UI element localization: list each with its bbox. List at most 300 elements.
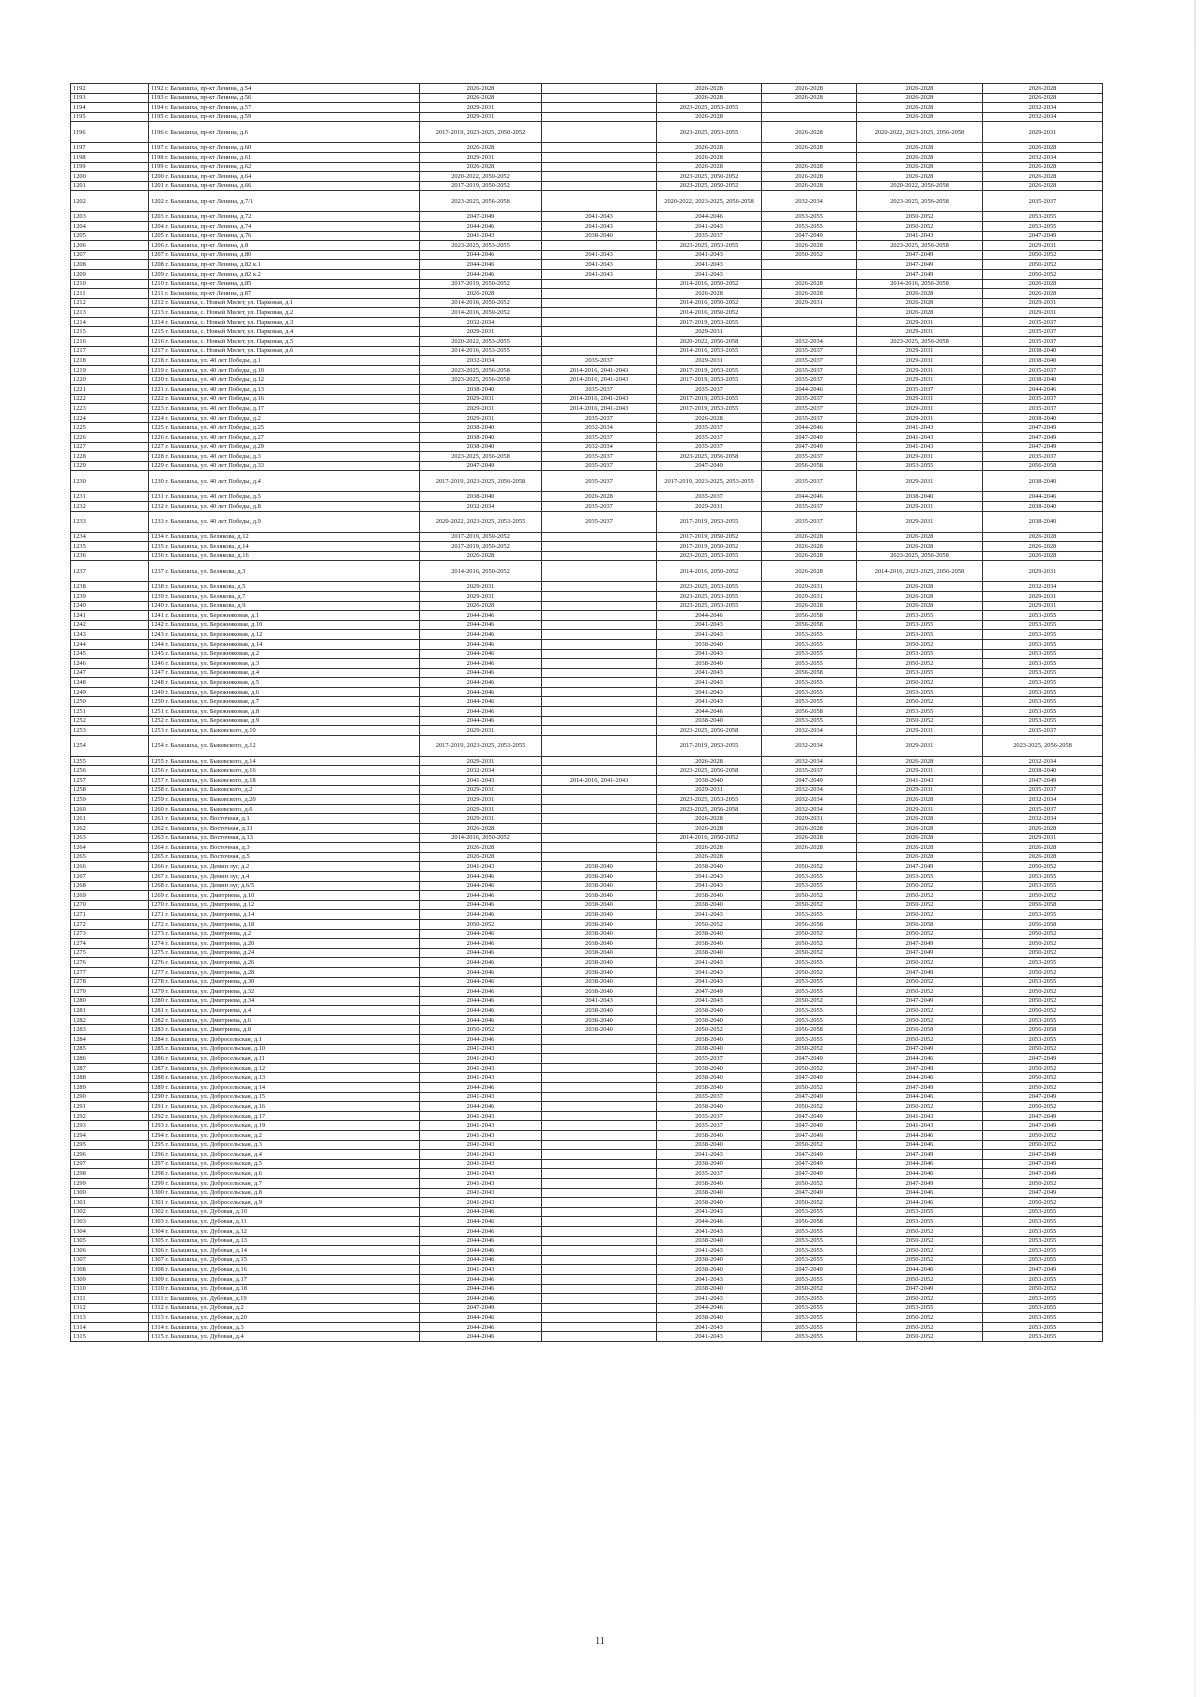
address-cell <box>149 1188 420 1198</box>
period-cell: 2053-2055 <box>762 1015 857 1025</box>
period-cell: 2041-2043 <box>542 260 657 270</box>
address-index: 1251 <box>151 707 164 715</box>
period-cell <box>542 1294 657 1304</box>
row-number: 1210 <box>71 279 149 289</box>
period-cell: 2044-2046 <box>420 1322 542 1332</box>
period-cell: 2044-2046 <box>857 1188 983 1198</box>
period-cell: 2050-2052 <box>857 1226 983 1236</box>
period-cell: 2038-2040 <box>657 1140 762 1150</box>
period-cell: 2047-2049 <box>762 1150 857 1160</box>
address-index: 1241 <box>151 611 164 619</box>
period-cell: 2017-2019, 2050-2052 <box>420 181 542 191</box>
period-cell: 2026-2028 <box>983 532 1103 542</box>
period-cell: 2032-2034 <box>983 756 1103 766</box>
period-cell: 2038-2040 <box>657 1265 762 1275</box>
period-cell: 2029-2031 <box>857 346 983 356</box>
table-row <box>71 346 1103 356</box>
row-number: 1274 <box>71 939 149 949</box>
period-cell: 2023-2025, 2056-2058 <box>657 804 762 814</box>
period-cell <box>542 582 657 592</box>
period-cell: 2047-2049 <box>983 423 1103 433</box>
period-cell: 2044-2046 <box>420 260 542 270</box>
period-cell <box>542 1073 657 1083</box>
address-index: 1195 <box>151 113 164 121</box>
period-cell: 2044-2046 <box>420 891 542 901</box>
period-cell: 2044-2046 <box>420 668 542 678</box>
address-cell <box>149 852 420 862</box>
address-text: г. Балашиха, ул. 40 лет Победы, д.33 <box>165 462 264 470</box>
period-cell: 2038-2040 <box>657 1236 762 1246</box>
table-row <box>71 1054 1103 1064</box>
period-cell: 2041-2043 <box>420 1188 542 1198</box>
address-index: 1264 <box>151 843 164 851</box>
period-cell: 2032-2034 <box>762 756 857 766</box>
period-cell: 2026-2028 <box>420 143 542 153</box>
row-number: 1248 <box>71 678 149 688</box>
address-cell <box>149 601 420 611</box>
address-index: 1254 <box>151 742 164 750</box>
period-cell: 2050-2052 <box>762 250 857 260</box>
period-cell: 2044-2046 <box>983 385 1103 395</box>
period-cell: 2020-2022, 2023-2025, 2053-2055 <box>420 511 542 532</box>
table-row <box>71 630 1103 640</box>
period-cell: 2050-2052 <box>857 891 983 901</box>
period-cell: 2026-2028 <box>762 162 857 172</box>
period-cell: 2026-2028 <box>983 181 1103 191</box>
period-cell: 2053-2055 <box>857 630 983 640</box>
period-cell: 2035-2037 <box>983 394 1103 404</box>
table-body <box>71 84 1103 1342</box>
period-cell: 2041-2043 <box>420 1121 542 1131</box>
period-cell: 2041-2043 <box>420 1054 542 1064</box>
period-cell <box>542 1102 657 1112</box>
period-cell: 2026-2028 <box>657 843 762 853</box>
period-cell: 2050-2052 <box>420 919 542 929</box>
period-cell: 2035-2037 <box>983 726 1103 736</box>
period-cell: 2041-2043 <box>657 697 762 707</box>
period-cell: 2014-2016, 2050-2052 <box>420 308 542 318</box>
period-cell: 2023-2025, 2053-2055 <box>657 122 762 143</box>
period-cell: 2053-2055 <box>762 987 857 997</box>
period-cell: 2023-2025, 2056-2058 <box>420 365 542 375</box>
period-cell: 2044-2046 <box>420 630 542 640</box>
period-cell: 2020-2022, 2056-2058 <box>657 337 762 347</box>
address-index: 1292 <box>151 1112 164 1120</box>
period-cell: 2050-2052 <box>762 967 857 977</box>
table-row <box>71 1063 1103 1073</box>
period-cell: 2053-2055 <box>857 620 983 630</box>
period-cell: 2056-2058 <box>762 707 857 717</box>
period-cell <box>542 112 657 122</box>
address-cell <box>149 649 420 659</box>
address-index: 1224 <box>151 414 164 422</box>
period-cell: 2029-2031 <box>983 298 1103 308</box>
period-cell: 2026-2028 <box>983 279 1103 289</box>
address-cell <box>149 785 420 795</box>
period-cell: 2029-2031 <box>420 591 542 601</box>
table-row <box>71 1159 1103 1169</box>
period-cell: 2032-2034 <box>983 814 1103 824</box>
period-cell: 2041-2043 <box>657 1150 762 1160</box>
period-cell <box>542 814 657 824</box>
period-cell: 2056-2058 <box>762 611 857 621</box>
period-cell: 2044-2046 <box>420 1102 542 1112</box>
period-cell <box>542 756 657 766</box>
period-cell: 2053-2055 <box>857 461 983 471</box>
row-number: 1234 <box>71 532 149 542</box>
period-cell: 2017-2019, 2053-2055 <box>657 394 762 404</box>
address-text: г. Балашиха, пр-кт Ленина, д.80 <box>165 251 252 259</box>
row-number: 1226 <box>71 433 149 443</box>
address-index: 1220 <box>151 376 164 384</box>
row-number: 1263 <box>71 833 149 843</box>
period-cell: 2026-2028 <box>762 143 857 153</box>
period-cell: 2032-2034 <box>542 442 657 452</box>
period-cell: 2014-2016, 2023-2025, 2056-2058 <box>857 561 983 582</box>
address-index: 1295 <box>151 1141 164 1149</box>
period-cell: 2014-2016, 2050-2052 <box>657 833 762 843</box>
table-row <box>71 1015 1103 1025</box>
period-cell: 2050-2052 <box>983 996 1103 1006</box>
period-cell: 2053-2055 <box>857 611 983 621</box>
period-cell: 2053-2055 <box>983 1217 1103 1227</box>
period-cell: 2029-2031 <box>657 501 762 511</box>
table-row <box>71 93 1103 103</box>
period-cell: 2053-2055 <box>983 1313 1103 1323</box>
table-row <box>71 919 1103 929</box>
address-cell <box>149 260 420 270</box>
row-number: 1227 <box>71 442 149 452</box>
period-cell: 2023-2025, 2053-2055 <box>657 591 762 601</box>
address-cell <box>149 958 420 968</box>
period-cell: 2047-2049 <box>857 1063 983 1073</box>
period-cell: 2047-2049 <box>762 433 857 443</box>
table-row <box>71 582 1103 592</box>
period-cell <box>542 1284 657 1294</box>
row-number: 1266 <box>71 862 149 872</box>
address-cell <box>149 250 420 260</box>
period-cell: 2053-2055 <box>983 1303 1103 1313</box>
table-row <box>71 1083 1103 1093</box>
address-text: г. Балашиха, ул. 40 лет Победы, д.27 <box>165 433 264 441</box>
period-cell: 2044-2046 <box>420 1255 542 1265</box>
table-row <box>71 231 1103 241</box>
period-cell: 2017-2019, 2023-2025, 2053-2055 <box>657 471 762 492</box>
table-row <box>71 620 1103 630</box>
address-cell <box>149 678 420 688</box>
table-row <box>71 356 1103 366</box>
period-cell: 2026-2028 <box>983 93 1103 103</box>
period-cell: 2026-2028 <box>857 289 983 299</box>
period-cell: 2053-2055 <box>762 630 857 640</box>
period-cell: 2044-2046 <box>420 639 542 649</box>
table-row <box>71 967 1103 977</box>
address-cell <box>149 1025 420 1035</box>
period-cell <box>762 260 857 270</box>
row-number: 1267 <box>71 871 149 881</box>
period-cell <box>542 1274 657 1284</box>
period-cell: 2023-2025, 2056-2058 <box>420 191 542 212</box>
period-cell: 2017-2019, 2053-2055 <box>657 375 762 385</box>
row-number: 1245 <box>71 649 149 659</box>
period-cell: 2032-2034 <box>762 785 857 795</box>
period-cell: 2047-2049 <box>657 987 762 997</box>
table-row <box>71 461 1103 471</box>
row-number: 1224 <box>71 413 149 423</box>
address-index: 1297 <box>151 1160 164 1168</box>
period-cell: 2050-2052 <box>762 1178 857 1188</box>
address-text: г. Балашиха, ул. Добросельская, д.7 <box>165 1179 262 1187</box>
address-cell <box>149 279 420 289</box>
period-cell: 2053-2055 <box>762 1236 857 1246</box>
period-cell: 2050-2052 <box>857 1274 983 1284</box>
period-cell: 2050-2052 <box>762 862 857 872</box>
address-cell <box>149 1169 420 1179</box>
period-cell: 2050-2052 <box>762 948 857 958</box>
address-text: г. Балашиха, пр-кт Ленина, д.59 <box>165 113 252 121</box>
period-cell: 2038-2040 <box>657 900 762 910</box>
table-row <box>71 678 1103 688</box>
period-cell: 2029-2031 <box>420 726 542 736</box>
period-cell: 2047-2049 <box>983 442 1103 452</box>
period-cell: 2026-2028 <box>857 172 983 182</box>
row-number: 1300 <box>71 1188 149 1198</box>
address-cell <box>149 1131 420 1141</box>
address-index: 1197 <box>151 144 164 152</box>
period-cell: 2041-2043 <box>857 1121 983 1131</box>
table-row <box>71 317 1103 327</box>
address-index: 1255 <box>151 757 164 765</box>
address-text: г. Балашиха, ул. Бережняковая, д.10 <box>165 621 263 629</box>
period-cell: 2035-2037 <box>857 385 983 395</box>
period-cell <box>542 1188 657 1198</box>
period-cell: 2053-2055 <box>983 1236 1103 1246</box>
period-cell: 2050-2052 <box>857 1255 983 1265</box>
period-cell: 2044-2046 <box>420 1083 542 1093</box>
address-index: 1261 <box>151 815 164 823</box>
table-row <box>71 561 1103 582</box>
table-row <box>71 785 1103 795</box>
period-cell: 2041-2043 <box>542 250 657 260</box>
period-cell: 2032-2034 <box>983 795 1103 805</box>
period-cell: 2038-2040 <box>657 1284 762 1294</box>
period-cell <box>542 1092 657 1102</box>
period-cell: 2053-2055 <box>762 977 857 987</box>
period-cell: 2032-2034 <box>762 191 857 212</box>
period-cell: 2023-2025, 2056-2058 <box>857 191 983 212</box>
period-cell: 2047-2049 <box>857 967 983 977</box>
period-cell <box>542 1313 657 1323</box>
row-number: 1207 <box>71 250 149 260</box>
table-row <box>71 977 1103 987</box>
row-number: 1200 <box>71 172 149 182</box>
period-cell: 2029-2031 <box>857 365 983 375</box>
period-cell: 2032-2034 <box>762 795 857 805</box>
period-cell: 2026-2028 <box>983 143 1103 153</box>
address-text: г. Балашиха, ул. Бережняковая, д.2 <box>165 650 260 658</box>
period-cell: 2050-2052 <box>762 1044 857 1054</box>
address-index: 1233 <box>151 517 164 525</box>
period-cell: 2014-2016, 2050-2052 <box>657 308 762 318</box>
table-row <box>71 1121 1103 1131</box>
address-text: г. Балашиха, ул. 40 лет Победы, д.13 <box>165 385 264 393</box>
period-cell: 2029-2031 <box>420 394 542 404</box>
period-cell: 2017-2019, 2050-2052 <box>657 542 762 552</box>
address-text: г. Балашиха, ул. Дубовая, д.12 <box>165 1227 247 1235</box>
period-cell: 2029-2031 <box>420 103 542 113</box>
period-cell: 2017-2019, 2050-2052 <box>420 542 542 552</box>
period-cell: 2032-2034 <box>983 152 1103 162</box>
period-cell: 2017-2019, 2053-2055 <box>657 404 762 414</box>
period-cell <box>542 1198 657 1208</box>
row-number: 1258 <box>71 785 149 795</box>
period-cell: 2053-2055 <box>983 707 1103 717</box>
period-cell: 2038-2040 <box>657 776 762 786</box>
period-cell: 2041-2043 <box>420 1150 542 1160</box>
period-cell: 2053-2055 <box>983 659 1103 669</box>
address-index: 1308 <box>151 1266 164 1273</box>
period-cell: 2050-2052 <box>857 1322 983 1332</box>
period-cell: 2053-2055 <box>762 958 857 968</box>
period-cell: 2044-2046 <box>420 1246 542 1256</box>
period-cell: 2029-2031 <box>762 298 857 308</box>
address-text: г. Балашиха, ул. Белякова, д.9 <box>165 602 246 610</box>
period-cell: 2044-2046 <box>857 1198 983 1208</box>
period-cell: 2014-2016, 2050-2052 <box>420 833 542 843</box>
period-cell: 2038-2040 <box>542 919 657 929</box>
period-cell: 2035-2037 <box>762 394 857 404</box>
period-cell: 2047-2049 <box>983 1265 1103 1275</box>
row-number: 1292 <box>71 1111 149 1121</box>
period-cell <box>542 1255 657 1265</box>
table-row <box>71 152 1103 162</box>
period-cell: 2041-2043 <box>657 1332 762 1342</box>
period-cell: 2041-2043 <box>420 1169 542 1179</box>
address-index: 1231 <box>151 493 164 501</box>
address-index: 1203 <box>151 213 164 221</box>
address-index: 1256 <box>151 767 164 775</box>
address-text: г. Балашиха, с. Новый Милет, ул. Парковая, д.1 <box>165 299 294 307</box>
table-row <box>71 365 1103 375</box>
period-cell: 2053-2055 <box>762 716 857 726</box>
period-cell: 2020-2022, 2023-2025, 2056-2058 <box>857 122 983 143</box>
period-cell: 2038-2040 <box>657 891 762 901</box>
period-cell: 2032-2034 <box>983 103 1103 113</box>
period-cell: 2029-2031 <box>857 413 983 423</box>
period-cell <box>762 852 857 862</box>
period-cell: 2044-2046 <box>420 987 542 997</box>
period-cell: 2041-2043 <box>420 1111 542 1121</box>
period-cell: 2047-2049 <box>857 260 983 270</box>
period-cell: 2035-2037 <box>983 365 1103 375</box>
period-cell: 2038-2040 <box>657 659 762 669</box>
address-index: 1272 <box>151 920 164 928</box>
address-index: 1215 <box>151 328 164 336</box>
period-cell: 2026-2028 <box>857 814 983 824</box>
address-index: 1290 <box>151 1093 164 1101</box>
address-text: г. Балашиха, ул. Белякова, д.3 <box>165 567 246 575</box>
address-index: 1271 <box>151 911 164 919</box>
period-cell: 2047-2049 <box>420 1303 542 1313</box>
period-cell: 2026-2028 <box>983 172 1103 182</box>
row-number: 1270 <box>71 900 149 910</box>
address-index: 1204 <box>151 222 164 230</box>
period-cell: 2050-2052 <box>857 1236 983 1246</box>
period-cell: 2041-2043 <box>857 231 983 241</box>
period-cell: 2029-2031 <box>983 601 1103 611</box>
period-cell: 2041-2043 <box>420 1159 542 1169</box>
period-cell <box>542 833 657 843</box>
period-cell: 2044-2046 <box>420 1015 542 1025</box>
period-cell: 2041-2043 <box>420 231 542 241</box>
period-cell: 2014-2016, 2053-2055 <box>657 346 762 356</box>
period-cell: 2056-2058 <box>762 668 857 678</box>
period-cell: 2026-2028 <box>983 852 1103 862</box>
row-number: 1305 <box>71 1236 149 1246</box>
period-cell: 2044-2046 <box>420 250 542 260</box>
period-cell: 2047-2049 <box>857 1284 983 1294</box>
period-cell: 2029-2031 <box>420 112 542 122</box>
period-cell: 2020-2022, 2023-2025, 2056-2058 <box>657 191 762 212</box>
period-cell: 2032-2034 <box>762 804 857 814</box>
row-number: 1281 <box>71 1006 149 1016</box>
row-number: 1229 <box>71 461 149 471</box>
period-cell: 2053-2055 <box>983 221 1103 231</box>
period-cell: 2044-2046 <box>420 967 542 977</box>
period-cell: 2053-2055 <box>762 1006 857 1016</box>
period-cell: 2041-2043 <box>857 1111 983 1121</box>
table-row <box>71 269 1103 279</box>
address-cell <box>149 919 420 929</box>
address-text: г. Балашиха, ул. Белякова, д.14 <box>165 542 249 550</box>
period-cell: 2050-2052 <box>983 891 1103 901</box>
period-cell: 2038-2040 <box>420 423 542 433</box>
period-cell: 2026-2028 <box>657 152 762 162</box>
table-row <box>71 1322 1103 1332</box>
period-cell <box>542 551 657 561</box>
address-text: г. Балашиха, ул. Восточная, д.5 <box>165 853 250 861</box>
row-number: 1238 <box>71 582 149 592</box>
table-row <box>71 1006 1103 1016</box>
period-cell: 2044-2046 <box>762 423 857 433</box>
address-index: 1293 <box>151 1122 164 1130</box>
address-cell <box>149 814 420 824</box>
period-cell: 2053-2055 <box>762 1322 857 1332</box>
period-cell: 2053-2055 <box>983 678 1103 688</box>
period-cell: 2035-2037 <box>762 511 857 532</box>
row-number: 1260 <box>71 804 149 814</box>
table-row <box>71 551 1103 561</box>
address-text: г. Балашиха, ул. Дмитриева, д.28 <box>165 968 255 976</box>
period-cell: 2050-2052 <box>983 1131 1103 1141</box>
period-cell: 2023-2025, 2056-2058 <box>420 375 542 385</box>
period-cell: 2041-2043 <box>420 1265 542 1275</box>
period-cell: 2050-2052 <box>857 958 983 968</box>
period-cell: 2029-2031 <box>420 804 542 814</box>
address-cell <box>149 1294 420 1304</box>
period-cell <box>762 103 857 113</box>
address-cell <box>149 356 420 366</box>
period-cell: 2035-2037 <box>762 766 857 776</box>
period-cell: 2056-2058 <box>762 461 857 471</box>
period-cell: 2017-2019, 2053-2055 <box>657 511 762 532</box>
period-cell: 2050-2052 <box>762 1284 857 1294</box>
address-cell <box>149 231 420 241</box>
period-cell: 2050-2052 <box>762 900 857 910</box>
period-cell <box>762 112 857 122</box>
address-text: г. Балашиха, пр-кт Ленина, д.66 <box>165 182 252 190</box>
row-number: 1262 <box>71 824 149 834</box>
